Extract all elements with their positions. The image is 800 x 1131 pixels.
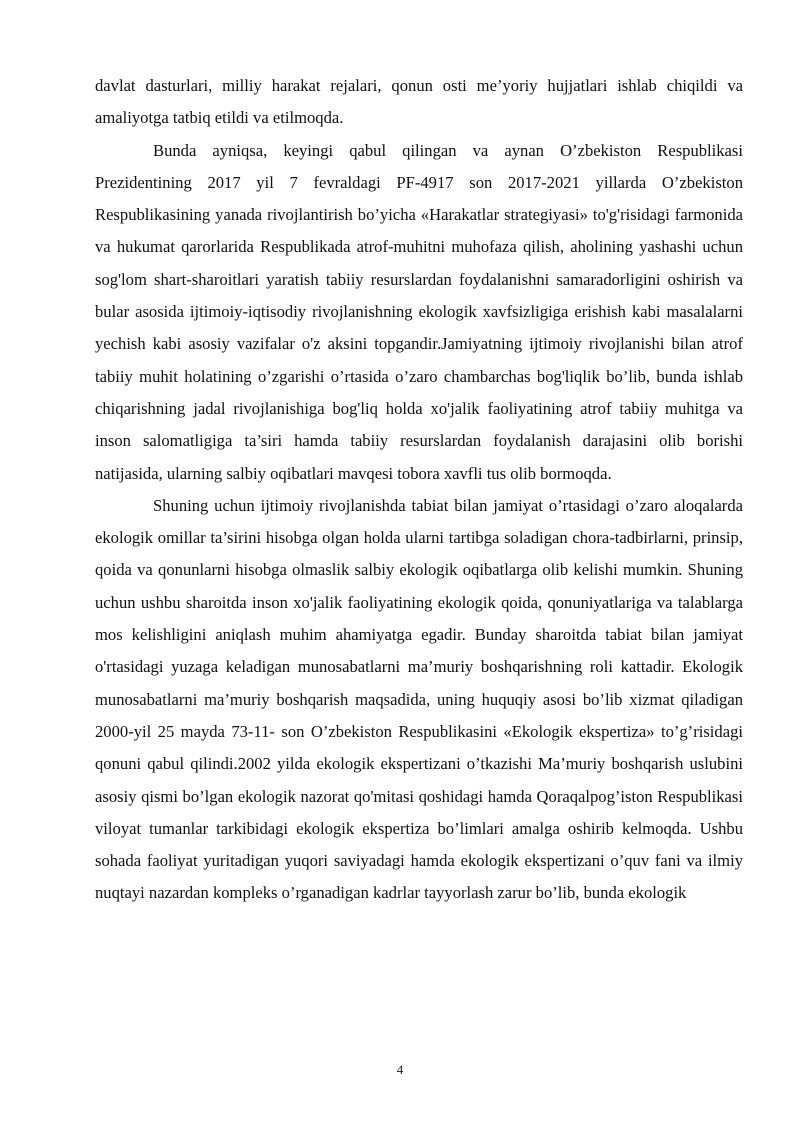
page-number: 4	[396, 1062, 404, 1077]
document-body	[95, 70, 743, 910]
paragraph-2: Bunda ayniqsa, keyingi qabul qilingan va aynan O’zbekiston Respublikasi Prezidentining 2017 yil 7 fevraldagi PF-4917 son 2017-2021 yillarda O’zbekiston Respublikasining yanada rivojlantirish bo’yicha «Harakatlar strategiyasi» to'g'risidagi farmonida va hukumat qarorlarida Respublikada atrof-muhitni muhofaza qilish, aholining yashashi uchun sog'lom shart-sharoitlari yaratish tabiiy resurslardan foydalanishni samaradorligini oshirish va bular asosida ijtimoiy-iqtisodiy rivojlanishning ekologik xavfsizligiga erishish kabi masalalarni yechish kabi asosiy vazifalar o'z aksini topgandir.Jamiyatning ijtimoiy rivojlanishi bilan atrof tabiiy muhit holatining o’zgarishi o’rtasida o’zaro chambarchas bog'liqlik bo’lib, bunda ishlab chiqarishning jadal rivojlanishiga bog'liq holda xo'jalik faoliyatining atrof tabiiy muhitga va inson salomatligiga ta’siri hamda tabiiy resurslardan foydalanish darajasini olib borishi natijasida, ularning salbiy oqibatlari mavqesi tobora xavfli tus olib bormoqda.	[95, 140, 743, 483]
paragraph-1: davlat dasturlari, milliy harakat rejalari, qonun osti me’yoriy hujjatlari ishlab chiqildi va amaliyotga tatbiq etildi va etilmoqda.	[95, 76, 743, 128]
paragraph-3: Shuning uchun ijtimoiy rivojlanishda tabiat bilan jamiyat o’rtasidagi o’zaro aloqalarda ekologik omillar ta’sirini hisobga olgan holda ularni tartibga soladigan chora-tadbirlarni, prinsip, qoida va qonunlarni hisobga olmaslik salbiy ekologik oqibatlarga olib kelishi mumkin. Shuning uchun ushbu sharoitda inson xo'jalik faoliyatining ekologik qoida, qonuniyatlariga va talablarga mos kelishligini aniqlash muhim ahamiyatga egadir. Bunday sharoitda tabiat bilan jamiyat o'rtasidagi yuzaga keladigan munosabatlarni ma’muriy boshqarishning roli kattadir. Ekologik munosabatlarni ma’muriy boshqarish maqsadida, uning huquqiy asosi bo’lib xizmat qiladigan 2000-yil 25 mayda 73-11- son O’zbekiston Respublikasini «Ekologik ekspertiza» to’g’risidagi qonuni qabul qilindi.2002 yilda ekologik ekspertizani o’tkazishi Ma’muriy boshqarish uslubini asosiy qismi bo’lgan ekologik nazorat qo'mitasi qoshidagi hamda Qoraqalpog’iston Respublikasi viloyat tumanlar tarkibidagi ekologik ekspertiza bo’limlari amalga oshirib kelmoqda. Ushbu sohada faoliyat yuritadigan yuqori saviyadagi hamda ekologik ekspertizani o’quv fani va ilmiy nuqtayi nazardan kompleks o’rganadigan kadrlar tayyorlash zarur bo’lib, bunda ekologik	[95, 495, 743, 903]
